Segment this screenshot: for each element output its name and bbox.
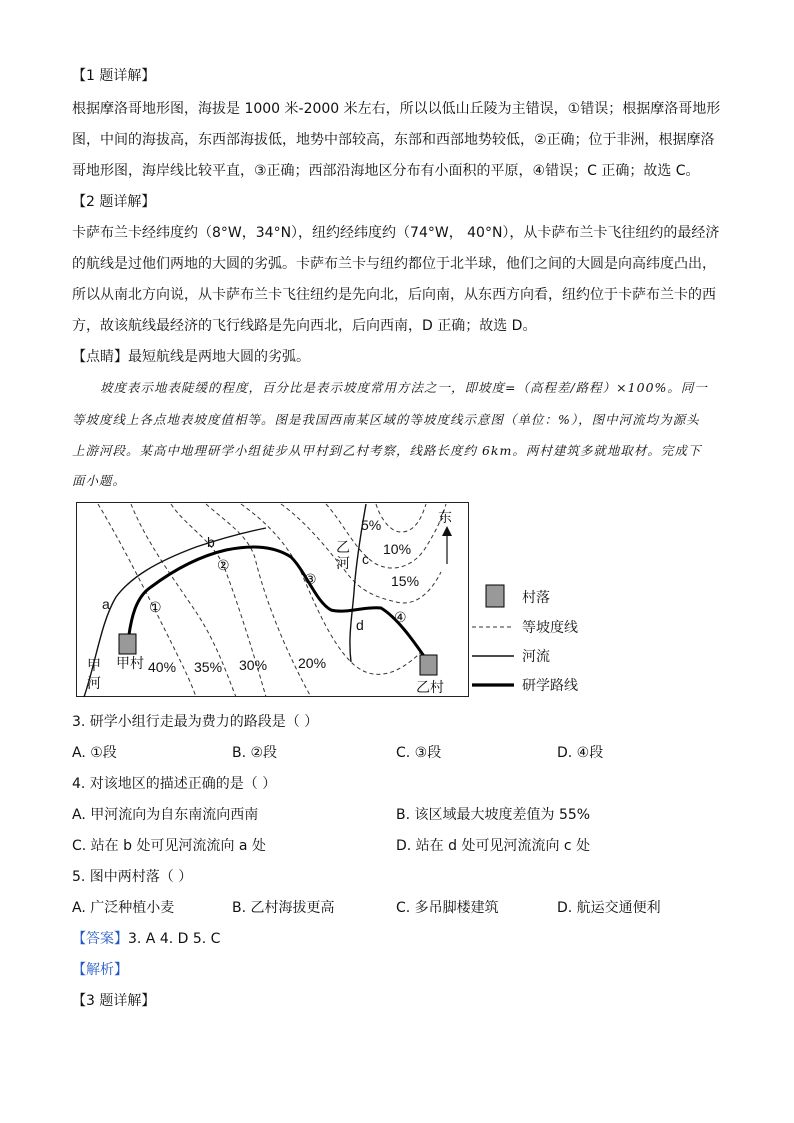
north-label: 东 (438, 509, 452, 525)
q1-line-2: 图，中间的海拔高，东西部海拔低，地势中部较高，东部和西部地势较低，②正确；位于非洲，根据摩洛 (72, 132, 715, 148)
slope-label: 5% (361, 517, 382, 533)
segment-label: ① (149, 599, 162, 615)
village-yi-label: 乙村 (416, 679, 444, 695)
q5-stem: 5. 图中两村落（ ） (72, 869, 193, 885)
answer-text: 3. A 4. D 5. C (128, 931, 221, 947)
intro-line-3: 上游河段。某高中地理研学小组徒步从甲村到乙村考察，线路长度约 6km。两村建筑多就地取材。完成下 (72, 443, 702, 458)
q2-line-3: 所以从南北方向说，从卡萨布兰卡飞往纽约是先向北，后向南，从东西方向看，纽约位于卡萨布兰卡的西 (72, 287, 716, 303)
legend-river-label: 河流 (522, 648, 550, 664)
q5-option-a: A. 广泛种植小麦 (72, 900, 175, 916)
q5-option-b: B. 乙村海拔更高 (232, 900, 335, 916)
legend-route-label: 研学路线 (522, 677, 578, 693)
segment-label: ② (217, 557, 230, 573)
river-jia-label: 河 (87, 675, 101, 691)
intro-line-2: 等坡度线上各点地表坡度值相等。图是我国西南某区域的等坡度线示意图（单位：%），图中河流均为源头 (72, 412, 700, 427)
q2-line-1: 卡萨布兰卡经纬度约（8°W，34°N），纽约经纬度约（74°W， 40°N），从卡萨布兰卡飞往纽约的最经济 (72, 225, 720, 241)
q3-option-b: B. ②段 (232, 745, 278, 761)
q4-option-a: A. 甲河流向为自东南流向西南 (72, 807, 259, 823)
analysis-label: 【解析】 (72, 962, 128, 978)
intro-line-1: 坡度表示地表陡缓的程度，百分比是表示坡度常用方法之一，即坡度=（高程差/路程）×100%。同一 (100, 380, 708, 395)
slope-label: 30% (239, 657, 268, 673)
point-label: d (356, 617, 364, 633)
q2-line-4: 方，故该航线最经济的飞行线路是先向西北，后向西南，D 正确；故选 D。 (72, 318, 537, 334)
q3-option-a: A. ①段 (72, 745, 117, 761)
point-label: a (102, 596, 110, 612)
slope-label: 35% (194, 659, 223, 675)
q2-heading: 【2 题详解】 (72, 194, 156, 210)
point-label: c (362, 551, 369, 567)
slope-label: 40% (148, 659, 177, 675)
slope-label: 15% (391, 573, 420, 589)
q4-option-b: B. 该区域最大坡度差值为 55% (396, 807, 591, 823)
segment-label: ③ (304, 571, 317, 587)
tip-text: 最短航线是两地大圆的劣弧。 (128, 349, 310, 365)
slope-label: 20% (298, 655, 327, 671)
legend-contour-label: 等坡度线 (522, 619, 578, 635)
q2-tip (72, 347, 732, 367)
slope-contour-map (76, 502, 470, 700)
village-jia-marker (119, 634, 136, 654)
intro-line-4: 面小题。 (72, 473, 127, 488)
tip-label: 【点睛】 (72, 349, 128, 365)
q1-heading: 【1 题详解】 (72, 68, 156, 84)
village-jia-label: 甲村 (116, 655, 144, 671)
q2-line-2: 的航线是过他们两地的大圆的劣弧。卡萨布兰卡与纽约都位于北半球，他们之间的大圆是向高纬度凸出， (72, 256, 716, 272)
village-yi-marker (420, 655, 437, 675)
q5-option-c: C. 多吊脚楼建筑 (396, 900, 499, 916)
q5-option-d: D. 航运交通便利 (557, 900, 661, 916)
q1-line-3: 哥地形图，海岸线比较平直，③正确；西部沿海地区分布有小面积的平原，④错误；C 正确；故选 C。 (72, 163, 700, 179)
river-yi-label: 河 (336, 555, 350, 571)
q4-option-d: D. 站在 d 处可见河流流向 c 处 (396, 838, 591, 854)
q3-heading: 【3 题详解】 (72, 993, 156, 1009)
q4-stem: 4. 对该地区的描述正确的是（ ） (72, 776, 277, 792)
q3-option-c: C. ③段 (396, 745, 442, 761)
map-legend (472, 580, 612, 700)
q3-stem: 3. 研学小组行走最为费力的路段是（ ） (72, 714, 319, 730)
q3-option-d: D. ④段 (557, 745, 604, 761)
answer-line (72, 929, 732, 949)
point-label: b (207, 534, 215, 550)
segment-label: ④ (394, 609, 407, 625)
answer-label: 【答案】 (72, 931, 128, 947)
q1-line-1: 根据摩洛哥地形图，海拔是 1000 米-2000 米左右，所以以低山丘陵为主错误，①错误；根据摩洛哥地形 (72, 101, 721, 117)
slope-label: 10% (383, 541, 412, 557)
legend-village-label: 村落 (522, 589, 550, 605)
q4-option-c: C. 站在 b 处可见河流流向 a 处 (72, 838, 266, 854)
river-jia-label: 甲 (87, 657, 101, 673)
river-yi-label: 乙 (336, 539, 350, 555)
legend-village-swatch (486, 585, 504, 607)
